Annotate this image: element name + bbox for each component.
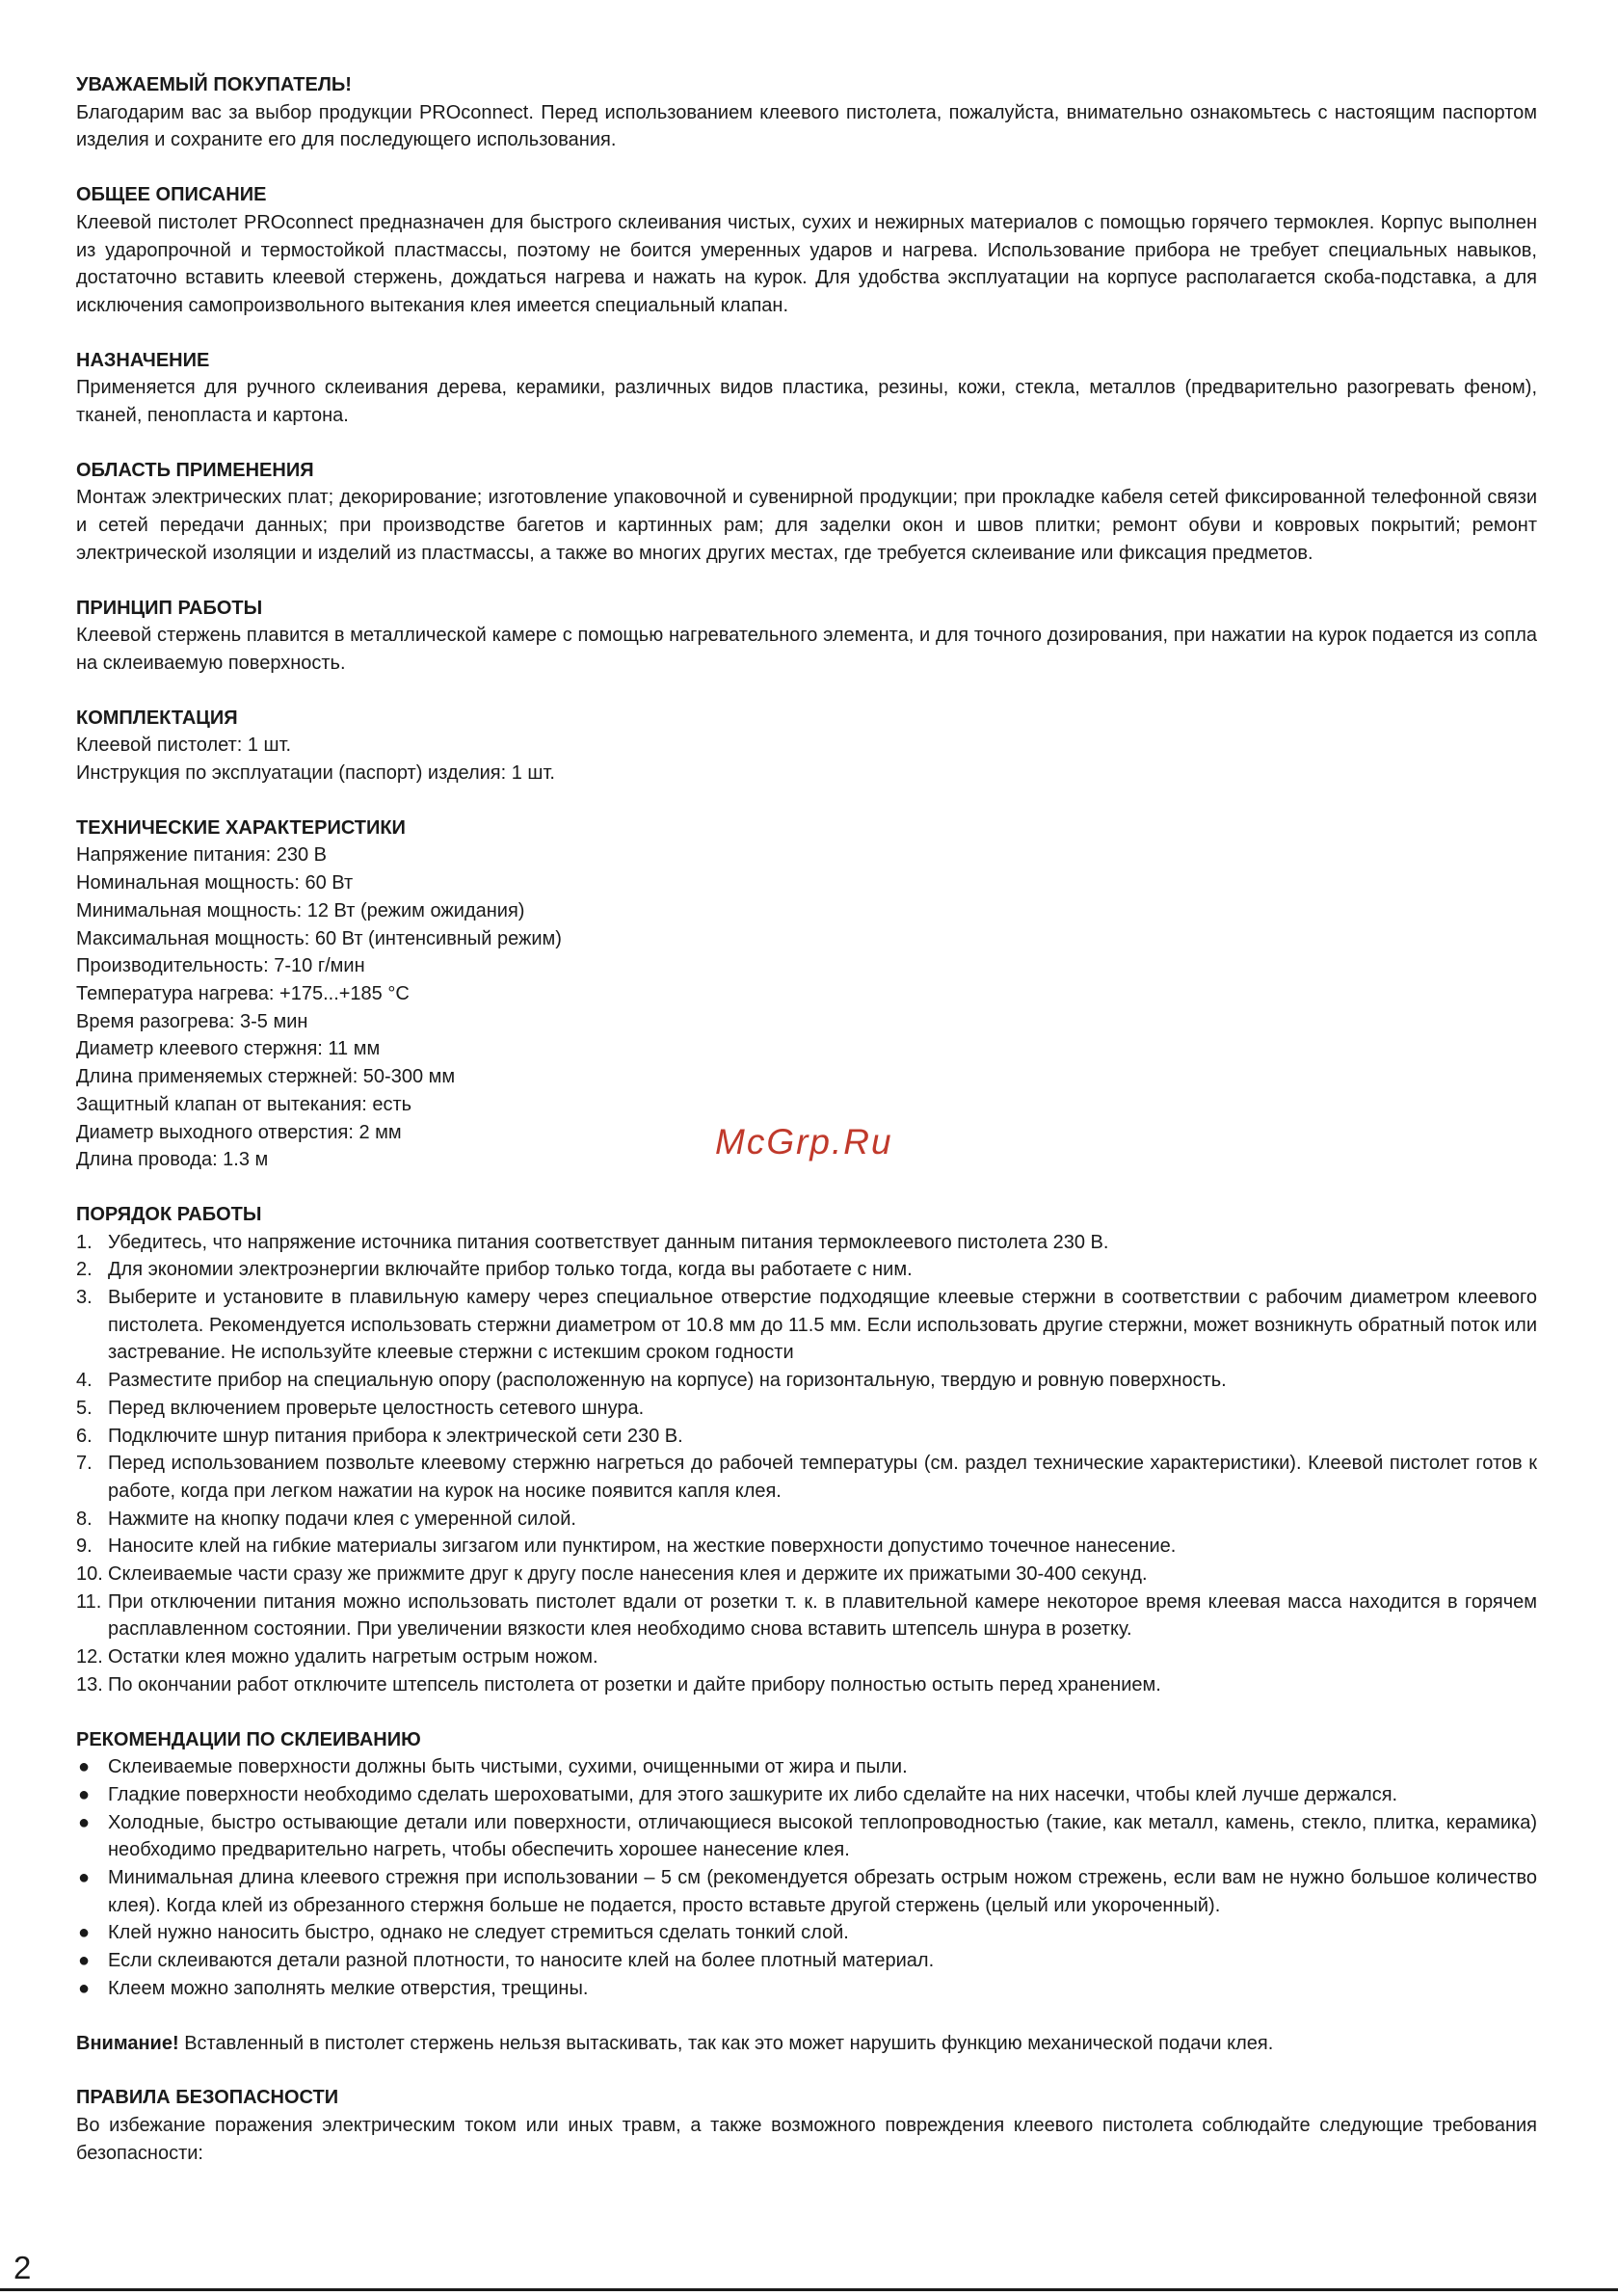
section-heading: ОБЩЕЕ ОПИСАНИЕ — [76, 184, 267, 206]
spec-line: Длина применяемых стержней: 50-300 мм — [76, 1066, 456, 1088]
section-heading: ПОРЯДОК РАБОТЫ — [76, 1203, 262, 1225]
watermark: McGrp.Ru — [715, 1122, 893, 1161]
bullet-icon: ● — [78, 1783, 91, 1805]
spec-line: Номинальная мощность: 60 Вт — [76, 872, 354, 894]
step-number: 6. — [76, 1425, 93, 1447]
spec-line: Максимальная мощность: 60 Вт (интенсивный режим) — [76, 927, 562, 949]
step-text: Перед использованием позвольте клеевому стержню нагреться до рабочей температуры (см. раздел технические характеристики). Клеевой пистолет готов к работе, когда при легком нажатии на курок на носике появится капля клея. — [108, 1453, 1537, 1502]
section-text: Монтаж электрических плат; декорирование; изготовление упаковочной и сувенирной продукции; при прокладке кабеля сетей фиксированной телефонной связи и сетей передачи данных; при производстве багетов и картинных рам; для заделки окон и швов плитки; ремонт обуви и ковровых покрытий; ремонт электрической изоляции и изделий из пластмассы, а также во многих других местах, где требуется склеивание или фиксация предметов. — [76, 487, 1537, 564]
section-heading: КОМПЛЕКТАЦИЯ — [76, 707, 238, 729]
procedure-step — [76, 1533, 1537, 1561]
spec-line: Минимальная мощность: 12 Вт (режим ожидания) — [76, 899, 525, 921]
section-general — [76, 181, 1537, 320]
step-number: 9. — [76, 1535, 93, 1558]
section-heading: ПРАВИЛА БЕЗОПАСНОСТИ — [76, 2087, 339, 2109]
section-safety — [76, 2084, 1537, 2167]
bullet-icon: ● — [78, 1950, 91, 1972]
warning-label: Внимание! — [76, 2032, 179, 2054]
step-number: 1. — [76, 1231, 93, 1253]
recommendation-item — [76, 1753, 1537, 1781]
bullet-icon: ● — [78, 1977, 91, 1999]
step-text: Для экономии электроэнергии включайте прибор только тогда, когда вы работаете с ним. — [108, 1259, 913, 1281]
section-heading: УВАЖАЕМЫЙ ПОКУПАТЕЛЬ! — [76, 74, 352, 95]
section-heading: ПРИНЦИП РАБОТЫ — [76, 597, 263, 619]
recommendation-item — [76, 1947, 1537, 1975]
recommendation-text: Минимальная длина клеевого стрежня при использовании – 5 см (рекомендуется обрезать острым ножом стрежень, если вам не нужно большое количество клея). Когда клей из обрезанного стержня больше не подается, просто вставьте другой стержень (целый или укороченный). — [108, 1867, 1537, 1916]
step-text: Разместите прибор на специальную опору (расположенную на корпусе) на горизонтальную, твердую и ровную поверхность. — [108, 1370, 1227, 1392]
spec-line: Диаметр клеевого стержня: 11 мм — [76, 1038, 381, 1060]
step-text: Склеиваемые части сразу же прижмите друг к другу после нанесения клея и держите их прижатыми 30-400 секунд. — [108, 1563, 1148, 1586]
step-number: 3. — [76, 1287, 93, 1309]
section-procedure — [76, 1201, 1537, 1699]
package-line: Инструкция по эксплуатации (паспорт) изделия: 1 шт. — [76, 762, 555, 785]
warning-paragraph — [76, 2030, 1537, 2058]
spec-line: Диаметр выходного отверстия: 2 мм — [76, 1121, 402, 1143]
procedure-step — [76, 1589, 1537, 1643]
recommendation-item — [76, 1975, 1537, 2003]
spec-line: Длина провода: 1.3 м — [76, 1149, 269, 1171]
section-package — [76, 705, 1537, 788]
spec-line: Напряжение питания: 230 В — [76, 844, 328, 867]
recommendation-item — [76, 1809, 1537, 1864]
procedure-step — [76, 1256, 1537, 1284]
procedure-step — [76, 1423, 1537, 1451]
step-text: Наносите клей на гибкие материалы зигзагом или пунктиром, на жесткие поверхности допустимо точечное нанесение. — [108, 1535, 1177, 1558]
section-principle — [76, 595, 1537, 678]
step-number: 2. — [76, 1259, 93, 1281]
section-heading: ТЕХНИЧЕСКИЕ ХАРАКТЕРИСТИКИ — [76, 816, 406, 839]
recommendation-item — [76, 1864, 1537, 1919]
procedure-step — [76, 1450, 1537, 1505]
section-scope — [76, 457, 1537, 568]
step-number: 12. — [76, 1646, 103, 1669]
step-number: 11. — [76, 1590, 102, 1613]
section-text: Клеевой стержень плавится в металлической камере с помощью нагревательного элемента, и для точного дозирования, при нажатии на курок подается из сопла на склеиваемую поверхность. — [76, 625, 1537, 674]
recommendation-text: Если склеиваются детали разной плотности, то наносите клей на более плотный материал. — [108, 1950, 935, 1972]
procedure-step — [76, 1284, 1537, 1367]
bullet-icon: ● — [78, 1756, 91, 1778]
section-purpose — [76, 347, 1537, 430]
section-warning — [76, 2030, 1537, 2058]
step-text: Подключите шнур питания прибора к электрической сети 230 В. — [108, 1425, 683, 1447]
recommendation-item — [76, 1919, 1537, 1947]
procedure-step — [76, 1561, 1537, 1589]
procedure-step — [76, 1506, 1537, 1534]
step-number: 10. — [76, 1563, 103, 1586]
procedure-step — [76, 1643, 1537, 1671]
bullet-icon: ● — [78, 1922, 91, 1944]
bottom-divider — [0, 2288, 1618, 2291]
spec-line: Время разогрева: 3-5 мин — [76, 1010, 308, 1032]
section-text: Благодарим вас за выбор продукции PROconnect. Перед использованием клеевого пистолета, пожалуйста, внимательно ознакомьтесь с настоящим паспортом изделия и сохраните его для последующего использования. — [76, 101, 1537, 151]
section-heading: НАЗНАЧЕНИЕ — [76, 349, 210, 371]
step-text: Выберите и установите в плавильную камеру через специальное отверстие подходящие клеевые стержни в соответствии с рабочим диаметром клеевого пистолета. Рекомендуется использовать стержни диаметром от 10.8 мм до 11.5 мм. Если использовать другие стержни, может возникнуть обратный поток или застревание. Не используйте клеевые стержни с истекшим сроком годности — [108, 1287, 1537, 1364]
procedure-step — [76, 1367, 1537, 1395]
recommendation-text: Клей нужно наносить быстро, однако не следует стремиться сделать тонкий слой. — [108, 1922, 849, 1944]
recommendation-item — [76, 1781, 1537, 1809]
procedure-step — [76, 1671, 1537, 1699]
procedure-step — [76, 1229, 1537, 1257]
recommendation-text: Холодные, быстро остывающие детали или поверхности, отличающиеся высокой теплопроводностью (такие, как металл, камень, стекло, плитка, керамика) необходимо предварительно нагреть, чтобы обеспечить хорошее нанесение клея. — [108, 1811, 1537, 1861]
page-number: 2 — [13, 2250, 32, 2285]
spec-line: Защитный клапан от вытекания: есть — [76, 1093, 412, 1115]
step-number: 5. — [76, 1397, 93, 1419]
step-text: По окончании работ отключите штепсель пистолета от розетки и дайте прибору полностью остыть перед хранением. — [108, 1673, 1161, 1695]
spec-line: Производительность: 7-10 г/мин — [76, 955, 365, 977]
package-line: Клеевой пистолет: 1 шт. — [76, 734, 292, 757]
section-recommendations — [76, 1726, 1537, 2003]
spec-line: Температура нагрева: +175...+185 °С — [76, 982, 410, 1004]
step-number: 13. — [76, 1673, 103, 1695]
recommendation-text: Клеем можно заполнять мелкие отверстия, трещины. — [108, 1977, 589, 1999]
section-heading: ОБЛАСТЬ ПРИМЕНЕНИЯ — [76, 459, 314, 481]
section-intro — [76, 71, 1537, 154]
step-text: Нажмите на кнопку подачи клея с умеренной силой. — [108, 1508, 576, 1530]
section-text: Применяется для ручного склеивания дерева, керамики, различных видов пластика, резины, кожи, стекла, металлов (предварительно разогревать феном), тканей, пенопласта и картона. — [76, 377, 1537, 427]
step-number: 8. — [76, 1508, 93, 1530]
warning-text: Вставленный в пистолет стержень нельзя вытаскивать, так как это может нарушить функцию механической подачи клея. — [178, 2032, 1274, 2054]
section-text: Клеевой пистолет PROconnect предназначен для быстрого склеивания чистых, сухих и нежирных материалов с помощью горячего термоклея. Корпус выполнен из ударопрочной и термостойкой пластмассы, поэтому не боится умеренных ударов и нагрева. Использование прибора не требует специальных навыков, достаточно вставить клеевой стержень, дождаться нагрева и нажать на курок. Для удобства эксплуатации на корпусе располагается скоба-подставка, а для исключения самопроизвольного вытекания клея имеется специальный клапан. — [76, 211, 1537, 316]
step-number: 4. — [76, 1370, 93, 1392]
recommendation-text: Склеиваемые поверхности должны быть чистыми, сухими, очищенными от жира и пыли. — [108, 1756, 908, 1778]
recommendations-list — [76, 1753, 1537, 2002]
step-number: 7. — [76, 1453, 93, 1475]
step-text: Перед включением проверьте целостность сетевого шнура. — [108, 1397, 645, 1419]
section-heading: РЕКОМЕНДАЦИИ ПО СКЛЕИВАНИЮ — [76, 1728, 421, 1750]
section-text: Во избежание поражения электрическим током или иных травм, а также возможного повреждения клеевого пистолета соблюдайте следующие требования безопасности: — [76, 2115, 1537, 2164]
step-text: Остатки клея можно удалить нагретым острым ножом. — [108, 1646, 598, 1669]
bullet-icon: ● — [78, 1867, 91, 1889]
procedure-list — [76, 1229, 1537, 1699]
step-text: Убедитесь, что напряжение источника питания соответствует данным питания термоклеевого пистолета 230 В. — [108, 1231, 1109, 1253]
step-text: При отключении питания можно использовать пистолет вдали от розетки т. к. в плавительной камере некоторое время клеевая масса находится в горячем расплавленном состоянии. При увеличении вязкости клея необходимо снова вставить штепсель шнура в розетку. — [108, 1590, 1537, 1641]
bullet-icon: ● — [78, 1811, 91, 1833]
recommendation-text: Гладкие поверхности необходимо сделать шероховатыми, для этого зашкурите их либо сделайте на них насечки, чтобы клей лучше держался. — [108, 1783, 1398, 1805]
procedure-step — [76, 1395, 1537, 1423]
section-specs — [76, 814, 1537, 1174]
